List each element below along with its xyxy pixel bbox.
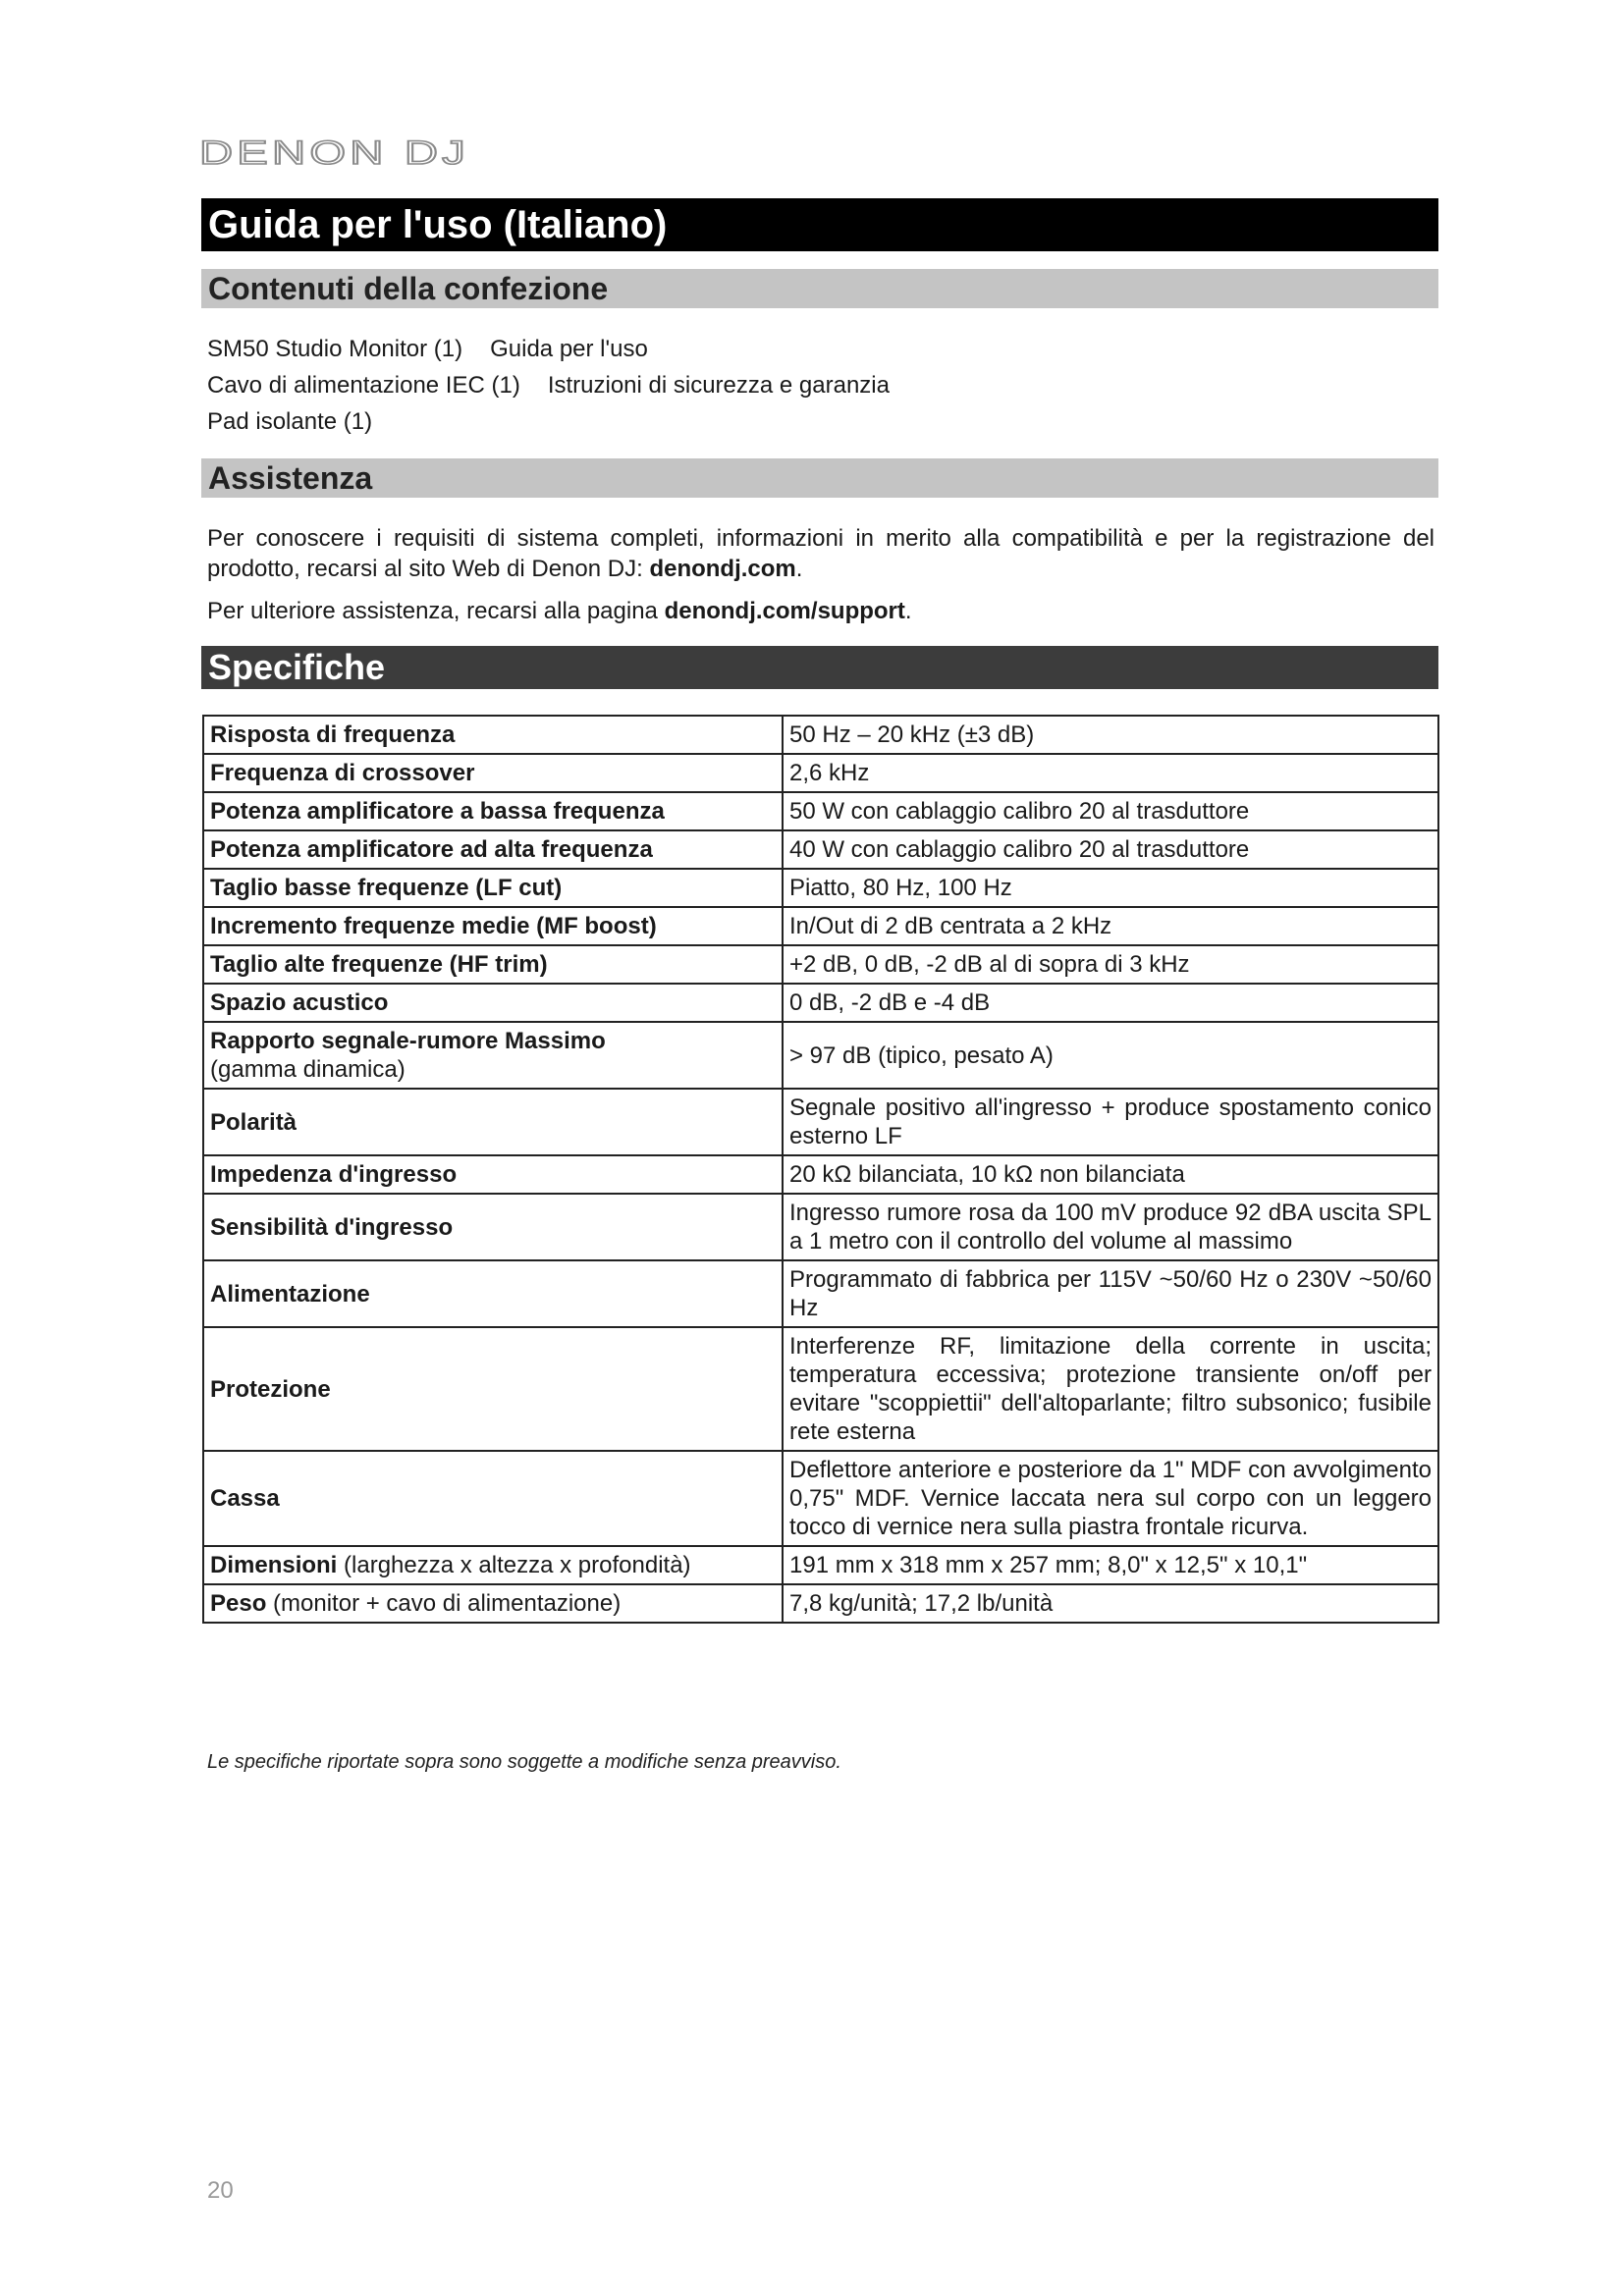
spec-table-body [203, 716, 1438, 1623]
spec-value: 2,6 kHz [783, 754, 1438, 792]
spec-value: 0 dB, -2 dB e -4 dB [783, 984, 1438, 1022]
spec-label-text: Spazio acustico [210, 989, 389, 1016]
list-item: Istruzioni di sicurezza e garanzia [547, 372, 890, 399]
table-row [203, 1260, 1438, 1327]
denon-dj-logo [199, 133, 474, 173]
spec-label-text: Dimensioni [210, 1552, 338, 1578]
spec-value: 40 W con cablaggio calibro 20 al trasduttore [783, 830, 1438, 869]
page-title: Guida per l'uso (Italiano) [201, 198, 1438, 251]
spec-label [203, 984, 783, 1022]
table-row [203, 984, 1438, 1022]
spec-table [202, 715, 1439, 1624]
spec-label-text: Rapporto segnale-rumore Massimo [210, 1028, 606, 1054]
spec-label [203, 945, 783, 984]
spec-value: Programmato di fabbrica per 115V ~50/60 Hz o 230V ~50/60 Hz [783, 1260, 1438, 1327]
spec-label-text: Frequenza di crossover [210, 760, 475, 786]
support-link-support-page[interactable]: denondj.com/support [664, 598, 905, 624]
table-row [203, 907, 1438, 945]
table-row [203, 945, 1438, 984]
support-paragraph-1 [207, 523, 1435, 584]
table-row [203, 1194, 1438, 1260]
spec-label [203, 907, 783, 945]
spec-label [203, 792, 783, 830]
spec-value: Segnale positivo all'ingresso + produce spostamento conico esterno LF [783, 1089, 1438, 1155]
spec-value: Deflettore anteriore e posteriore da 1" MDF con avvolgimento 0,75" MDF. Vernice laccata nera sul corpo con un leggero tocco di vernice nera sulla piastra frontale ricurva. [783, 1451, 1438, 1546]
spec-label-note: (monitor + cavo di alimentazione) [273, 1590, 622, 1617]
section-heading-box-contents: Contenuti della confezione [201, 269, 1438, 308]
list-item: Cavo di alimentazione IEC (1) [207, 372, 520, 399]
spec-label-text: Peso [210, 1590, 267, 1617]
spec-label [203, 830, 783, 869]
spec-label-text: Taglio alte frequenze (HF trim) [210, 951, 548, 978]
table-row [203, 1155, 1438, 1194]
table-row [203, 830, 1438, 869]
spec-value: 20 kΩ bilanciata, 10 kΩ non bilanciata [783, 1155, 1438, 1194]
support-link-website[interactable]: denondj.com [649, 556, 796, 582]
spec-label [203, 1155, 783, 1194]
support-period-2: . [904, 598, 912, 624]
table-row [203, 1546, 1438, 1584]
spec-label [203, 1022, 783, 1089]
spec-label [203, 1327, 783, 1451]
support-text-1: Per conoscere i requisiti di sistema completi, informazioni in merito alla compatibilità e per la registrazione del prodotto, recarsi al sito Web di Denon DJ: [207, 525, 1435, 582]
spec-value: +2 dB, 0 dB, -2 dB al di sopra di 3 kHz [783, 945, 1438, 984]
spec-label-text: Risposta di frequenza [210, 721, 456, 748]
box-contents-line-2 [207, 370, 1435, 400]
spec-value: 50 Hz – 20 kHz (±3 dB) [783, 716, 1438, 754]
spec-label [203, 1546, 783, 1584]
spec-value: In/Out di 2 dB centrata a 2 kHz [783, 907, 1438, 945]
spec-label [203, 716, 783, 754]
table-row [203, 1451, 1438, 1546]
spec-label [203, 1584, 783, 1623]
spec-label [203, 869, 783, 907]
spec-label-text: Sensibilità d'ingresso [210, 1213, 454, 1241]
spec-label-text: Cassa [210, 1485, 280, 1512]
table-row [203, 1327, 1438, 1451]
spec-label [203, 1451, 783, 1546]
spec-value: > 97 dB (tipico, pesato A) [783, 1022, 1438, 1089]
box-contents-line-1 [207, 334, 1435, 364]
spec-label-text: Protezione [210, 1375, 331, 1403]
box-contents-list [207, 334, 1435, 437]
spec-value: 7,8 kg/unità; 17,2 lb/unità [783, 1584, 1438, 1623]
section-heading-specs: Specifiche [201, 646, 1438, 689]
table-row [203, 1022, 1438, 1089]
logo-text: DENON DJ [199, 134, 469, 172]
support-paragraph-2 [207, 596, 1435, 626]
box-contents-line-3 [207, 406, 1435, 437]
spec-label-note: (larghezza x altezza x profondità) [344, 1552, 691, 1578]
list-item: Pad isolante (1) [207, 408, 373, 435]
table-row [203, 1584, 1438, 1623]
spec-label [203, 754, 783, 792]
spec-label-text: Impedenza d'ingresso [210, 1161, 458, 1188]
table-row [203, 1089, 1438, 1155]
spec-label-text: Polarità [210, 1108, 298, 1136]
support-text-2: Per ulteriore assistenza, recarsi alla pagina [207, 598, 665, 624]
table-row [203, 792, 1438, 830]
spec-value: 191 mm x 318 mm x 257 mm; 8,0" x 12,5" x 10,1" [783, 1546, 1438, 1584]
spec-label-note: (gamma dinamica) [210, 1056, 406, 1083]
support-period-1: . [795, 556, 803, 582]
table-row [203, 716, 1438, 754]
spec-label-text: Potenza amplificatore ad alta frequenza [210, 836, 653, 863]
table-row [203, 869, 1438, 907]
spec-label [203, 1089, 783, 1155]
page-number: 20 [207, 2177, 234, 2204]
table-row [203, 754, 1438, 792]
spec-value: 50 W con cablaggio calibro 20 al trasduttore [783, 792, 1438, 830]
spec-label [203, 1260, 783, 1327]
list-item: Guida per l'uso [490, 336, 648, 362]
spec-label-text: Taglio basse frequenze (LF cut) [210, 875, 563, 901]
spec-label-text: Alimentazione [210, 1280, 370, 1308]
spec-label [203, 1194, 783, 1260]
list-item: SM50 Studio Monitor (1) [207, 336, 463, 362]
spec-value: Ingresso rumore rosa da 100 mV produce 92 dBA uscita SPL a 1 metro con il controllo del volume al massimo [783, 1194, 1438, 1260]
section-heading-support: Assistenza [201, 458, 1438, 498]
spec-value: Piatto, 80 Hz, 100 Hz [783, 869, 1438, 907]
spec-label-text: Incremento frequenze medie (MF boost) [210, 913, 657, 939]
spec-value: Interferenze RF, limitazione della corrente in uscita; temperatura eccessiva; protezione transiente on/off per evitare "scoppiettii" dell'altoparlante; filtro subsonico; fusibile rete esterna [783, 1327, 1438, 1451]
specs-footnote: Le specifiche riportate sopra sono soggette a modifiche senza preavviso. [207, 1751, 841, 1773]
spec-label-text: Potenza amplificatore a bassa frequenza [210, 798, 665, 825]
